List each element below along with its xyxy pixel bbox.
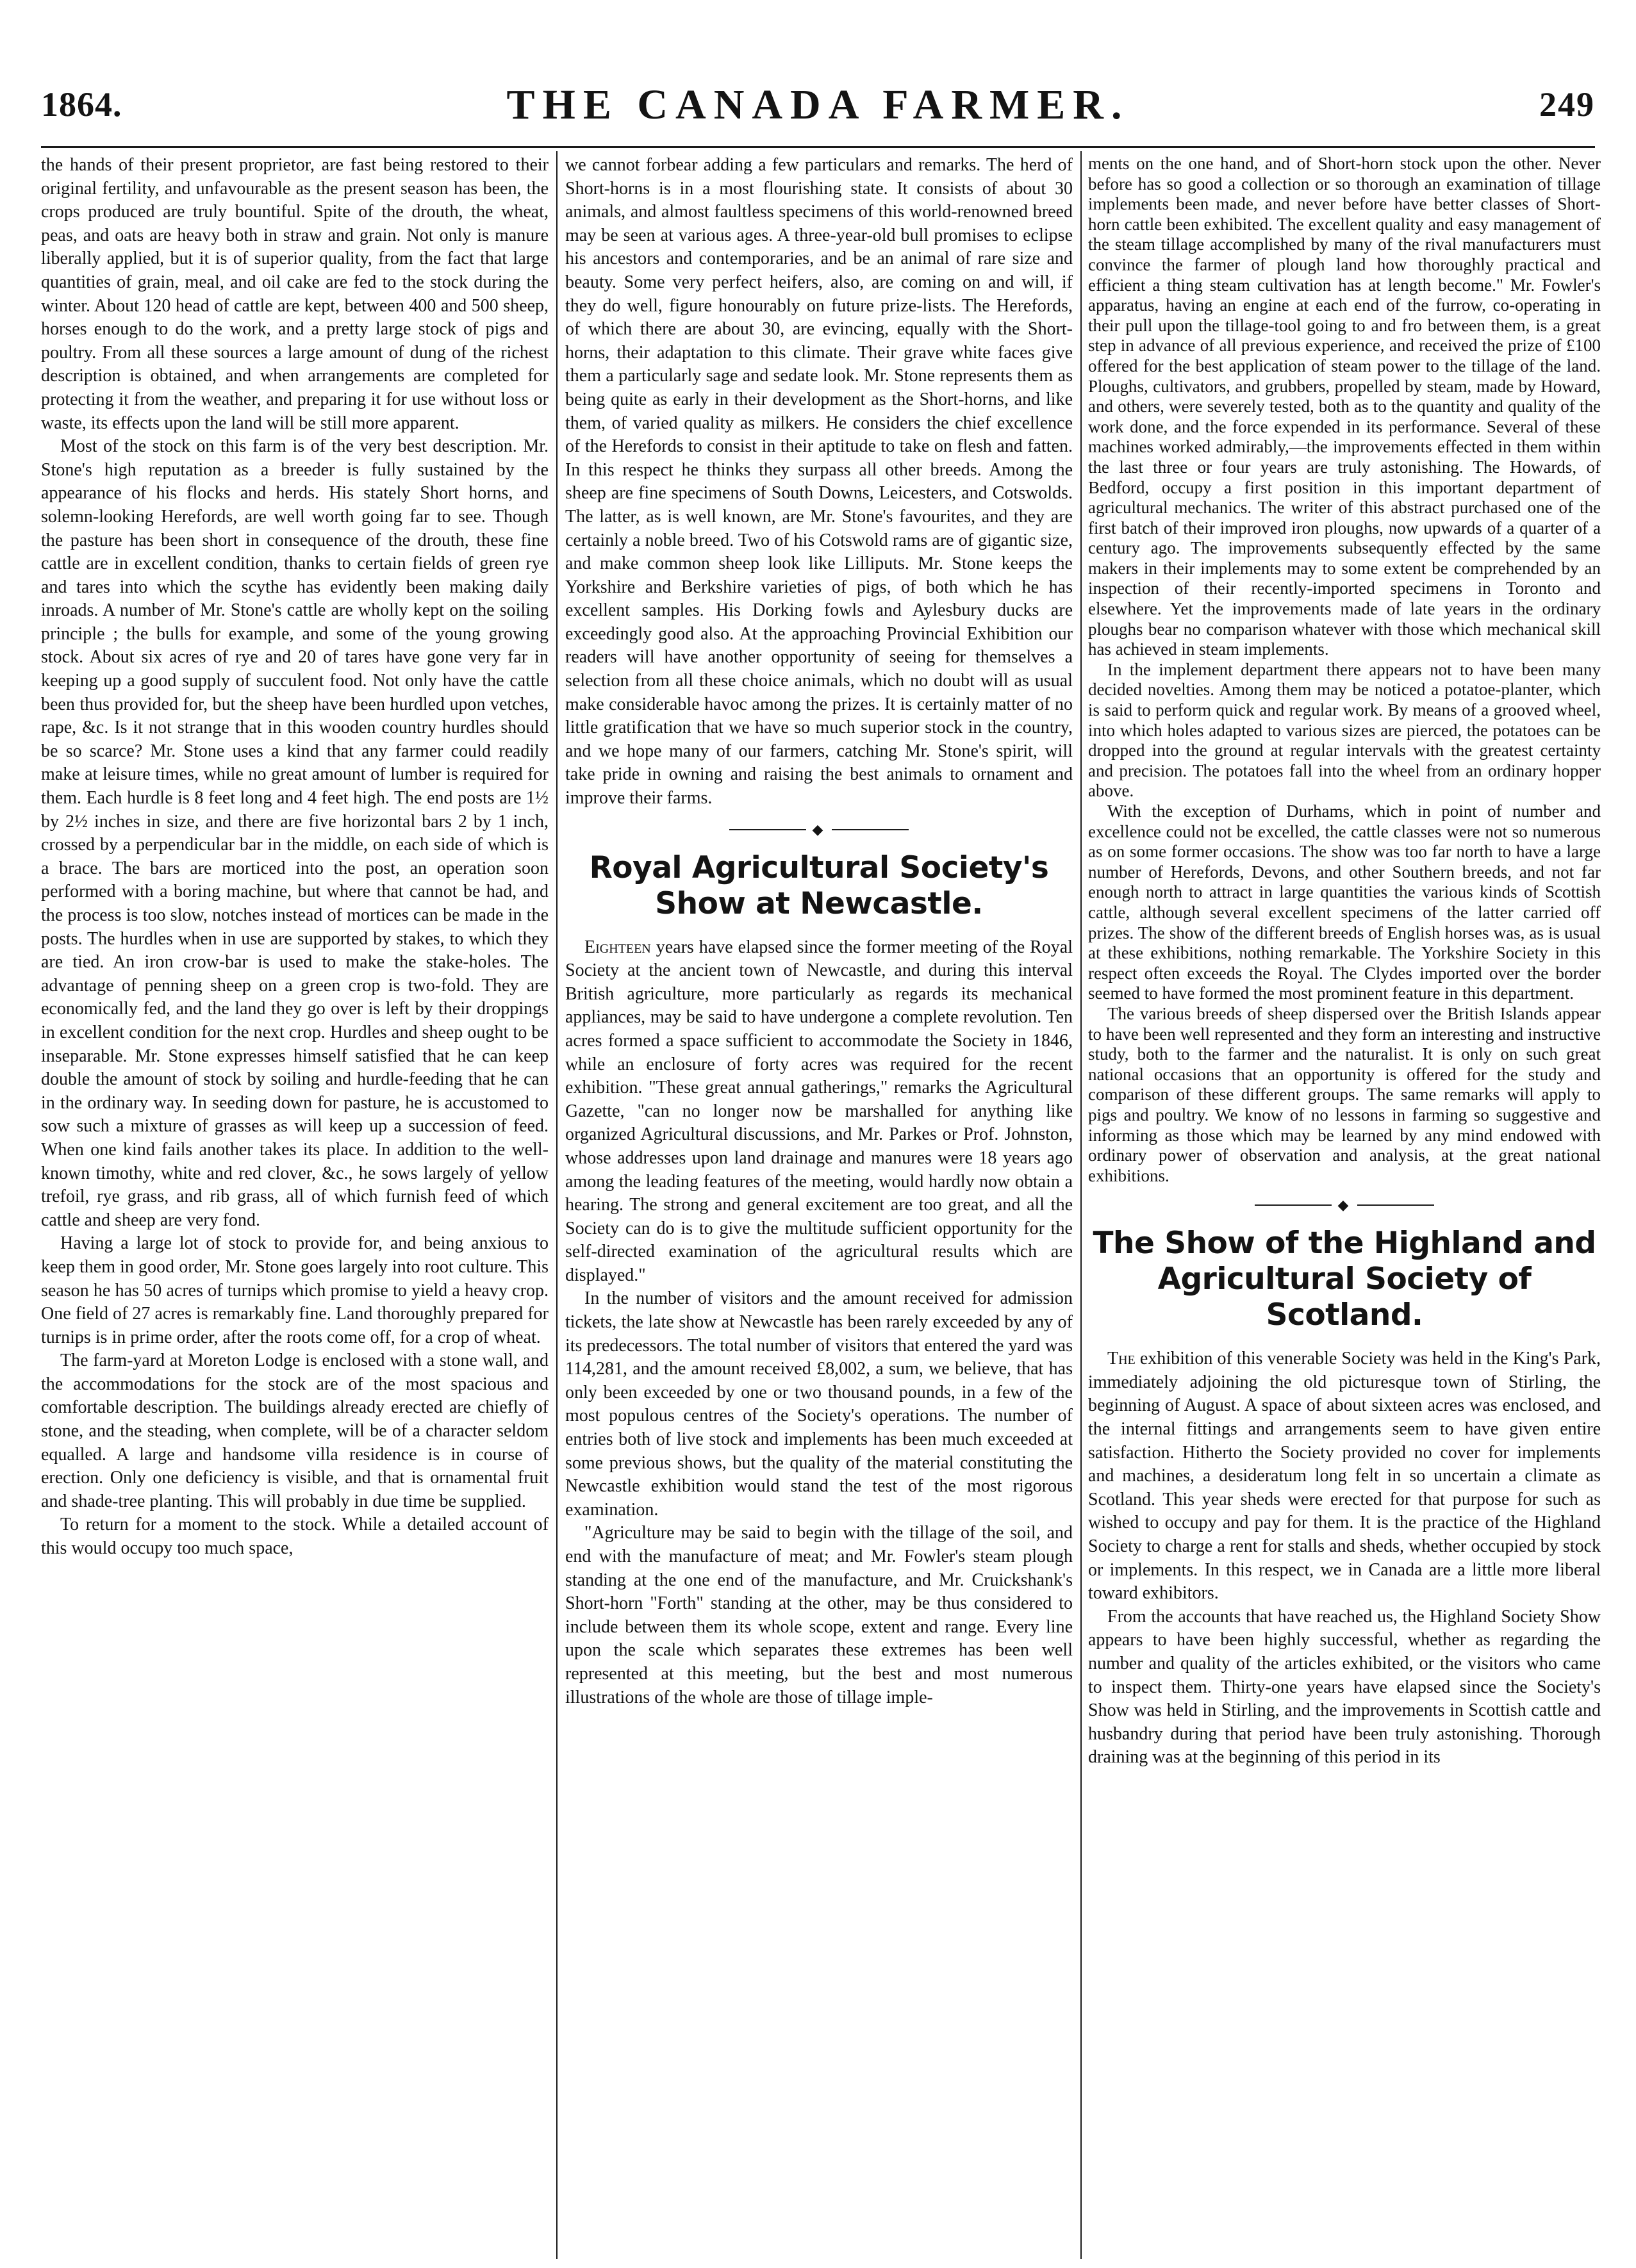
article-paragraph: The various breeds of sheep dispersed over the British Islands appear to have been well represented and they form an interesting and instructive study, both to the farmer and the naturalist. It is only on such great national occasions that an opportunity is offered for the study and comparison of these different groups. The same remarks will apply to pigs and poultry. We know of no lessons in farming so suggestive and informing as those which may be learned by any mind endowed with ordinary power of observation and analysis, at the great national exhibitions. (1088, 1003, 1601, 1185)
article-lead-paragraph (565, 936, 1073, 1288)
article-paragraph: In the implement department there appears not to have been many decided novelties. Among them may be noticed a potatoe-planter, which is said to perform quick and regular work. By means of a grooved wheel, into which holes adapted to various sizes are pierced, the potatoes can be dropped into the ground at regular intervals with the greatest certainty and precision. The potatoes fall into the wheel from an ordinary hopper above. (1088, 659, 1601, 801)
article-paragraph: To return for a moment to the stock. While a detailed account of this would occupy too much space, (41, 1515, 549, 1559)
column-right (1088, 154, 1601, 2255)
article-paragraph: ments on the one hand, and of Short-horn stock upon the other. Never before has so good a collection or so thorough an examination of tillage implements been made, and never before have better classes of Short-horn cattle been exhibited. The excellent quality and easy management of the steam tillage accomplished by many of the rival manufacturers must convince the farmer of plough land how thoroughly practical and efficient a thing steam cultivation has at length become." Mr. Fowler's apparatus, having an engine at each end of the furrow, co-operating in their pull upon the tillage-tool going to and fro between them, is a great step in advance of all previous experience, and received the prize of £100 offered for the best application of steam power to the tillage of the land. Ploughs, cultivators, and grubbers, propelled by steam, made by Howard, and others, were severely tested, both as to the quantity and quality of the work done, and the force expended in its performance. Several of these machines worked admirably,—the improvements effected in them within the last three or four years are truly astonishing. The Howards, of Bedford, occupy a first position in this important department of agricultural mechanics. The writer of this abstract purchased one of the first batch of their improved iron ploughs, now upwards of a quarter of a century ago. The improvements subsequently effected by the same makers in their implements may to some extent be comprehended by an inspection of their recently-imported specimens in Toronto and elsewhere. Yet the improvements made of late years in the ordinary ploughs bear no comparison whatever with those which mechanical skill has achieved in steam implements. (1088, 154, 1601, 659)
lead-text: years have elapsed since the former meeting of the Royal Society at the ancient town of Newcastle, and during this interval British agriculture, more particularly as regards its mechanical appliances, may be said to have undergone a complete revolution. Ten acres formed a space sufficient to accommodate the Society in 1846, while an enclosure of forty acres was required for the recent exhibition. "These great annual gatherings," remarks the Agricultural Gazette, "can no longer now be marshalled for anything like organized Agricultural discussions, and Mr. Parkes or Prof. Johnston, whose addresses upon land drainage and manures were 18 years ago among the leading features of the meeting, would hardly now obtain a hearing. The strong and general excitement are too great, and all the Society can do is to give the multitude sufficient opportunity for the self-directed examination of the agricultural results which are displayed." (565, 937, 1073, 1285)
article-paragraph: From the accounts that have reached us, the Highland Society Show appears to have been highly successful, whether as regarding the number and quality of the articles exhibited, or the visitors who came to inspect them. Thirty-one years have elapsed since the Society's Show was held in Stirling, and the improvements in Scottish cattle and husbandry during that period have been truly astonishing. Thorough draining was at the beginning of this period in its (1088, 1606, 1601, 1768)
masthead (41, 81, 1595, 142)
article-paragraph: "Agriculture may be said to begin with the tillage of the soil, and end with the manufacture of meat; and Mr. Fowler's steam plough standing at the one end of the manufacture, and Mr. Cruickshank's Short-horn "Forth" standing at the other, may be thus considered to include between them its whole scope, extent and range. Every line upon the scale which separates these extremes has been well represented at this meeting, but the best and most numerous illustrations of the whole are those of tillage imple- (565, 1523, 1073, 1707)
issue-year: 1864. (41, 85, 122, 124)
divider-ornament: ◆ (1337, 1197, 1351, 1213)
column-middle (565, 154, 1073, 2255)
lead-word: Eighteen (584, 937, 651, 957)
article-paragraph: we cannot forbear adding a few particulars and remarks. The herd of Short-horns is in a most flourishing state. It consists of about 30 animals, and almost faultless specimens of this world-renowned breed may be seen at various ages. A three-year-old bull promises to eclipse his ancestors and contemporaries, and be an animal of rare size and beauty. Some very perfect heifers, also, are coming on and will, if they do well, figure honourably on future prize-lists. The Herefords, of which there are about 30, are evincing, equally with the Short-horns, their adaptation to this climate. Their grave white faces give them a particularly sage and sedate look. Mr. Stone represents them as being quite as early in their development as the Short-horns, and like them, of varied quality as milkers. He considers the chief excellence of the Herefords to consist in their aptitude to take on flesh and fatten. In this respect he thinks they surpass all other breeds. Among the sheep are fine specimens of South Downs, Leicesters, and Cotswolds. The latter, as is well known, are Mr. Stone's favourites, and they are certainly a noble breed. Two of his Cotswold rams are of gigantic size, and make common sheep look like Lilliputs. Mr. Stone keeps the Yorkshire and Berkshire varieties of pigs, of both which he has excellent samples. His Dorking fowls and Aylesbury ducks are exceedingly good also. At the approaching Provincial Exhibition our readers will have another opportunity of seeing for themselves a selection from all these choice animals, which no doubt will as usual make considerable havoc among the prizes. It is certainly matter of no little gratification that we have so much superior stock in the country, and we hope many of our farmers, catching Mr. Stone's spirit, will take pride in owning and raising the best animals to ornament and improve their farms. (565, 155, 1073, 809)
column-left (41, 154, 549, 2255)
page-number: 249 (1539, 85, 1595, 124)
divider-ornament: ◆ (812, 821, 826, 837)
article-headline-royal-show: Royal Agricultural Society's Show at Newcastle. (589, 850, 1049, 921)
article-paragraph: The farm-yard at Moreton Lodge is enclosed with a stone wall, and the accommodations for the stock are of the most spacious and comfortable description. The buildings already erected are chiefly of stone, and the steading, when complete, will be of a character seldom equalled. A large and handsome villa residence is in course of erection. Only one deficiency is visible, and that is ornamental fruit and shade-tree planting. This will probably in due time be supplied. (41, 1351, 549, 1511)
lead-word: The (1107, 1349, 1136, 1369)
publication-title: THE CANADA FARMER. (506, 81, 1130, 128)
article-paragraph: the hands of their present proprietor, are fast being restored to their original fertility, and unfavourable as the present season has been, the crops produced are truly bountiful. Spite of the drouth, the wheat, peas, and oats are heavy both in straw and grain. Not only is manure liberally applied, but it is of superior quality, from the fact that large quantities of grain, meal, and oil cake are fed to the stock during the winter. About 120 head of cattle are kept, between 400 and 500 sheep, horses enough to do the work, and a pretty large stock of pigs and poultry. From all these sources a large amount of dung of the richest description is obtained, and when arrangements are completed for protecting it from the weather, and preparing it for use without loss or waste, its effects upon the land will be still more apparent. (41, 155, 549, 433)
section-divider (1088, 1195, 1601, 1214)
article-lead-paragraph (1088, 1347, 1601, 1606)
article-paragraph: In the number of visitors and the amount received for admission tickets, the late show at Newcastle has been rarely exceeded by any of its predecessors. The total number of visitors that entered the yard was 114,281, and the amount received £8,002, a sum, we believe, that has only been exceeded by one or two thousand pounds, in a few of the most populous centres of the Society's operations. The number of entries both of live stock and implements has been much exceeded at some previous shows, but the quality of the material constituting the Newcastle exhibition would stand the test of the most rigorous examination. (565, 1288, 1073, 1520)
column-rule-left (556, 151, 558, 2259)
article-paragraph: With the exception of Durhams, which in point of number and excellence could not be excelled, the cattle classes were not so numerous as on some former occasions. The show was too far north to have a large number of Herefords, Devons, and other Southern breeds, and not far enough north to attract in large quantities the various kinds of Scottish cattle, although several excellent specimens of the latter carried off prizes. The show of the different breeds of English horses was, as is usual at these exhibitions, nothing remarkable. The Yorkshire Society in this respect often exceeds the Royal. The Clydes imported over the border seemed to have formed the most prominent feature in this department. (1088, 801, 1601, 1003)
article-paragraph: Having a large lot of stock to provide for, and being anxious to keep them in good order, Mr. Stone goes largely into root culture. This season he has 50 acres of turnips which promise to yield a heavy crop. One field of 27 acres is remarkably fine. Land thoroughly prepared for turnips is in prime order, after the roots come off, for a crop of wheat. (41, 1233, 549, 1347)
masthead-rule (41, 146, 1595, 148)
article-paragraph: Most of the stock on this farm is of the very best description. Mr. Stone's high reputation as a breeder is fully sustained by the appearance of his flocks and herds. His stately Short horns, and solemn-looking Herefords, are well worth going far to see. Though the pasture has been short in consequence of the drouth, these fine cattle are in excellent condition, thanks to certain fields of green rye and tares into which the scythe has evidently been making daily inroads. A number of Mr. Stone's cattle are wholly kept on the soiling principle ; the bulls for example, and some of the young growing stock. About six acres of rye and 20 of tares have gone very far in keeping up a good supply of succulent food. Not only have the cattle been thus provided for, but the sheep have been hurdled upon vetches, rape, &c. Is it not strange that in this wooden country hurdles should be so scarce? Mr. Stone uses a kind that any farmer could readily make at leisure times, while no great amount of lumber is required for them. Each hurdle is 8 feet long and 4 feet high. The end posts are 1½ by 2½ inches in size, and there are five horizontal bars 2 by 1 inch, crossed by a perpendicular bar in the middle, on each side of which is a brace. The bars are morticed into the post, an operation soon performed with a boring machine, but where that cannot be had, and the process is too slow, notches instead of mortices can be made in the posts. The hurdles when in use are supported by stakes, to which they are tied. An iron crow-bar is used to make the stake-holes. The advantage of penning sheep on a green crop is two-fold. They are economically fed, and the land they go over is left by their droppings in excellent condition for the next crop. Hurdles and sheep ought to be inseparable. Mr. Stone expresses himself satisfied that he can keep double the amount of stock by soiling and hurdle-feeding that he can in the ordinary way. In seeding down for pasture, he is accustomed to sow such a mixture of grasses as will keep up a succession of feed. When one kind fails another takes its place. In addition to the well-known timothy, white and red clover, &c., he sows largely of yellow trefoil, rye grass, and rib grass, all of which furnish feed of which cattle and sheep are very fond. (41, 436, 549, 1230)
lead-text: exhibition of this venerable Society was held in the King's Park, immediately adjoining the old picturesque town of Stirling, the beginning of August. A space of about sixteen acres was enclosed, and the internal fittings and arrangements seem to have given entire satisfaction. Hitherto the Society provided no cover for implements and machines, a desideratum long felt in so uncertain a climate as Scotland. This year sheds were erected for that purpose for such as wished to occupy and pay for them. It is the practice of the Highland Society to charge a rent for stalls and sheds, whether occupied by stock or implements. In this respect, we in Canada are a little more liberal toward exhibitors. (1088, 1349, 1601, 1604)
section-divider (565, 819, 1073, 839)
article-headline-highland-show: The Show of the Highland and Agricultural Society of Scotland. (1093, 1226, 1596, 1333)
column-rule-right (1080, 151, 1082, 2259)
